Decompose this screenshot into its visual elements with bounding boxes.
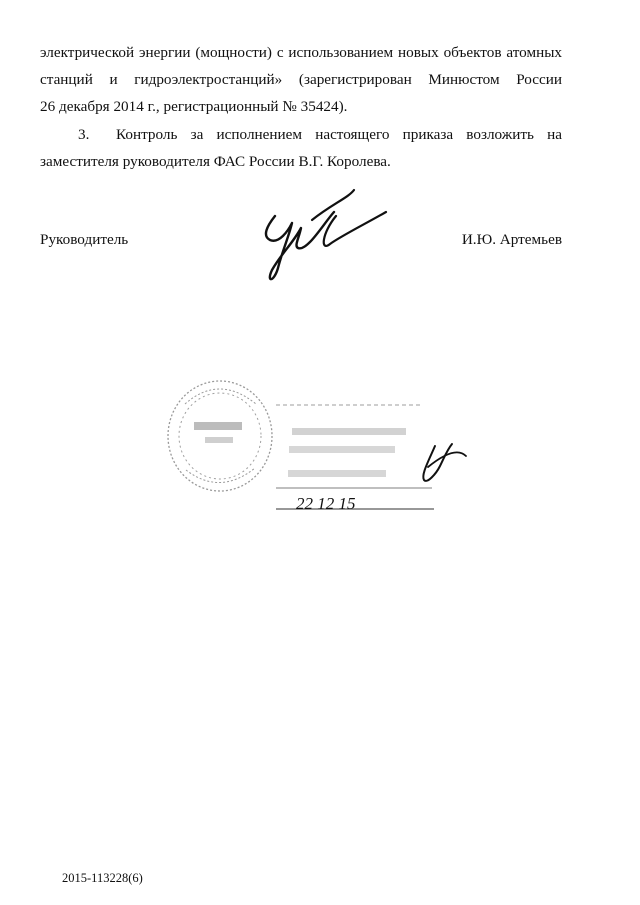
item-3-line-2: заместителя руководителя ФАС России В.Г. Королева. (40, 153, 391, 170)
paragraph-line-2: станций и гидроэлектростанций» (зарегистрирован Минюстом России (40, 71, 562, 88)
item-number: 3. (78, 126, 90, 143)
stamp-date: 22 12 15 (296, 494, 356, 513)
signer-role: Руководитель (40, 231, 129, 248)
registration-stamp (162, 364, 472, 524)
item-3-line-1: Контроль за исполнением настоящего приказа возложить на (116, 126, 562, 143)
document-code: 2015-113228(6) (62, 871, 143, 885)
paragraph-line-3: 26 декабря 2014 г., регистрационный № 35424). (40, 98, 348, 115)
handwritten-signature (250, 188, 390, 288)
paragraph-line-1: электрической энергии (мощности) с использованием новых объектов атомных (40, 44, 562, 61)
signer-name: И.Ю. Артемьев (461, 231, 562, 248)
